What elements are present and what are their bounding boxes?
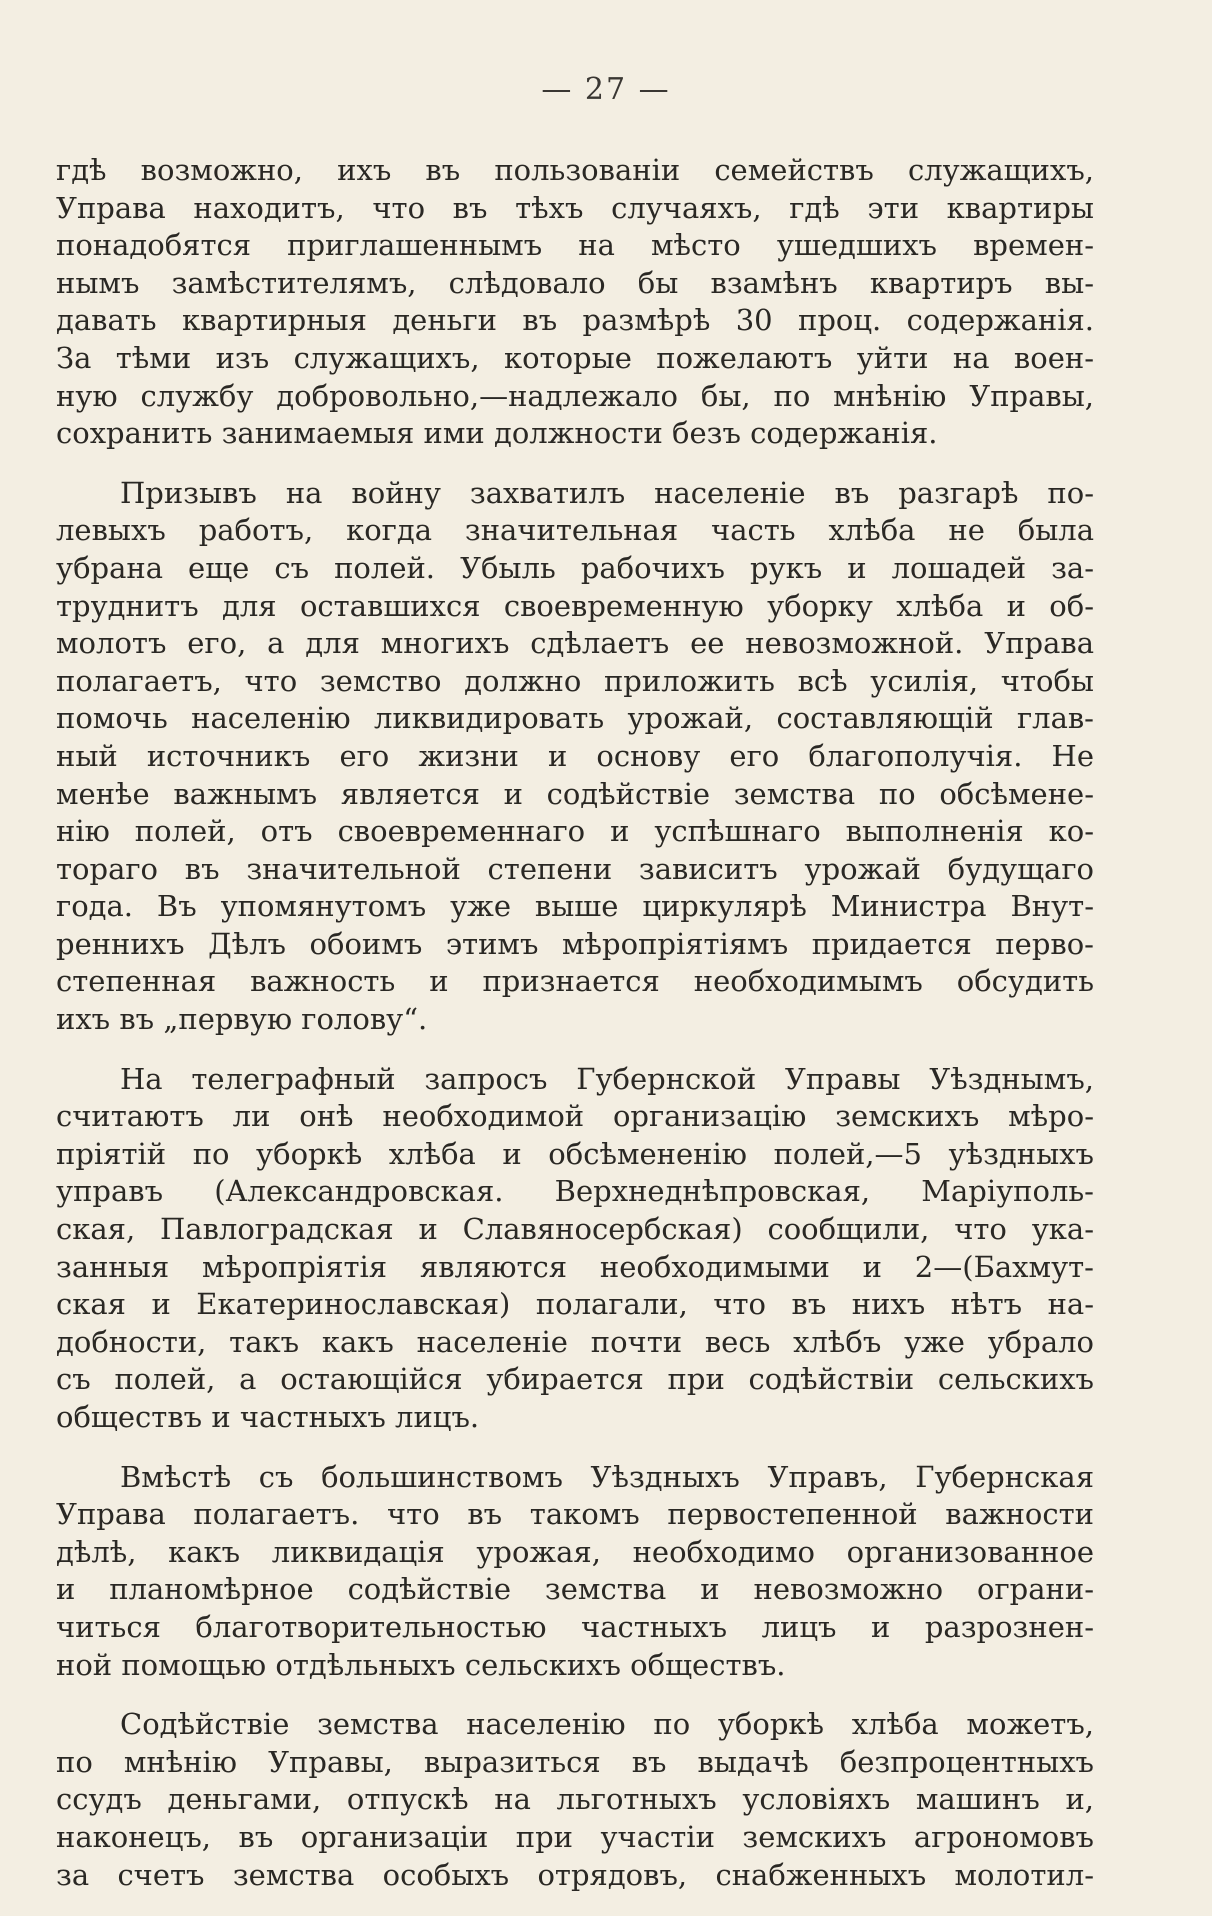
text-line: реннихъ Дѣлъ обоимъ этимъ мѣропріятіямъ придается перво- [56, 926, 1094, 961]
text-line: года. Въ упомянутомъ уже выше циркулярѣ Министра Внут- [56, 889, 1094, 924]
text-line: степенная важность и признается необходимымъ обсудить [56, 964, 1094, 999]
text-line: наконецъ, въ организаціи при участіи земскихъ агрономовъ [56, 1819, 1094, 1854]
text-line: молотъ его, а для многихъ сдѣлаетъ ее невозможной. Управа [56, 626, 1094, 661]
paragraph [56, 1706, 1094, 1894]
text-line: читься благотворительностью частныхъ лицъ и разрознен- [56, 1609, 1094, 1644]
text-line: управъ (Александровская. Верхнеднѣпровская, Маріуполь- [56, 1174, 1094, 1209]
text-line: ссудъ деньгами, отпускѣ на льготныхъ условіяхъ машинъ и, [56, 1782, 1094, 1817]
text-line: считаютъ ли онѣ необходимой организацію земскихъ мѣро- [56, 1099, 1094, 1134]
text-line: съ полей, а остающійся убирается при содѣйствіи сельскихъ [56, 1362, 1094, 1397]
text-line: по мнѣнію Управы, выразиться въ выдачѣ безпроцентныхъ [56, 1744, 1094, 1779]
text-line: гдѣ возможно, ихъ въ пользованіи семействъ служащихъ, [56, 153, 1094, 187]
text-line: ный источникъ его жизни и основу его благополучія. Не [56, 738, 1094, 773]
text-line: нію полей, отъ своевременнаго и успѣшнаго выполненія ко- [56, 814, 1094, 849]
text-line: Вмѣстѣ съ большинствомъ Уѣздныхъ Управъ, Губернская [120, 1459, 1094, 1494]
text-line: Призывъ на войну захватилъ населеніе въ разгарѣ по- [120, 475, 1094, 510]
text-line: добности, такъ какъ населеніе почти весь хлѣбъ уже убрало [56, 1324, 1094, 1359]
text-line: обществъ и частныхъ лицъ. [56, 1400, 480, 1434]
paragraph [56, 152, 1094, 453]
text-line: полагаетъ, что земство должно приложить всѣ усилія, чтобы [56, 663, 1094, 698]
text-line: ская, Павлоградская и Славяносербская) сообщили, что ука- [56, 1212, 1094, 1247]
text-line: левыхъ работъ, когда значительная часть хлѣба не была [56, 513, 1094, 548]
text-line: нымъ замѣстителямъ, слѣдовало бы взамѣнъ квартиръ вы- [56, 265, 1094, 300]
text-body [56, 152, 1094, 1916]
text-line: пріятій по уборкѣ хлѣба и обсѣмененію полей,—5 уѣздныхъ [56, 1136, 1094, 1171]
text-line: давать квартирныя деньги въ размѣрѣ 30 проц. содержанія. [56, 303, 1094, 338]
text-line: труднитъ для оставшихся своевременную уборку хлѣба и об- [56, 588, 1094, 623]
text-line: сохранить занимаемыя ими должности безъ содержанія. [56, 416, 938, 451]
text-line: ская и Екатеринославская) полагали, что въ нихъ нѣтъ на- [56, 1287, 1094, 1322]
text-line: понадобятся приглашеннымъ на мѣсто ушедшихъ времен- [56, 228, 1094, 263]
text-line: тораго въ значительной степени зависитъ урожай будущаго [56, 851, 1094, 886]
text-line: За тѣми изъ служащихъ, которые пожелаютъ уйти на воен- [56, 340, 1094, 375]
text-line: убрана еще съ полей. Убыль рабочихъ рукъ и лошадей за- [56, 550, 1094, 585]
text-line: занныя мѣропріятія являются необходимыми и 2—(Бахмут- [56, 1249, 1094, 1284]
page-number: — 27 — [541, 72, 671, 107]
text-line: за счетъ земства особыхъ отрядовъ, снабженныхъ молотил- [56, 1857, 1094, 1892]
paragraph [56, 475, 1094, 1039]
paragraph [56, 1459, 1094, 1685]
text-line: ную службу добровольно,—надлежало бы, по мнѣнію Управы, [56, 378, 1094, 413]
text-line: Управа полагаетъ. что въ такомъ первостепенной важности [56, 1497, 1094, 1532]
text-line: дѣлѣ, какъ ликвидація урожая, необходимо организованное [56, 1534, 1094, 1569]
text-line: ной помощью отдѣльныхъ сельскихъ обществъ. [56, 1647, 786, 1682]
text-line: и планомѣрное содѣйствіе земства и невозможно ограни- [56, 1572, 1094, 1607]
text-line: Содѣйствіе земства населенію по уборкѣ хлѣба можетъ, [120, 1707, 1094, 1742]
text-line: Управа находитъ, что въ тѣхъ случаяхъ, гдѣ эти квартиры [56, 190, 1094, 225]
text-line: помочь населенію ликвидировать урожай, составляющій глав- [56, 701, 1094, 736]
text-line: менѣе важнымъ является и содѣйствіе земства по обсѣмене- [56, 776, 1094, 811]
text-line: На телеграфный запросъ Губернской Управы Уѣзднымъ, [120, 1061, 1094, 1096]
paragraph [56, 1061, 1094, 1437]
text-line: ихъ въ „первую голову“. [56, 1002, 428, 1037]
